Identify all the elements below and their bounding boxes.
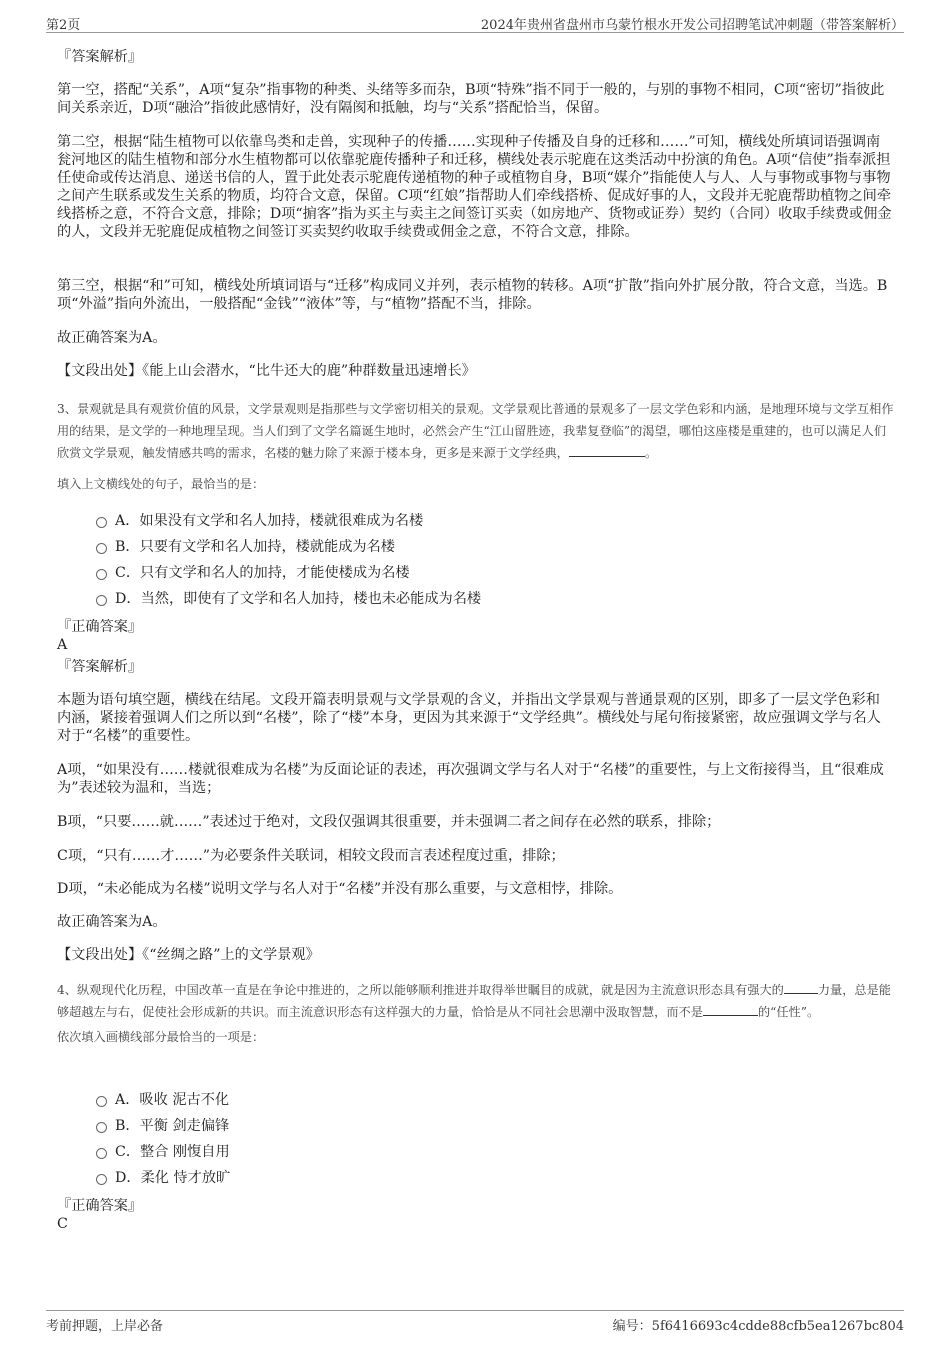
q3-analysis-option-c: C项，“只有……才……”为必要条件关联词，相较文段而言表述程度过重，排除；: [57, 848, 565, 864]
q3-answer-label: 『正确答案』: [57, 619, 143, 635]
radio-icon[interactable]: [96, 595, 107, 606]
q3-answer: A: [57, 637, 68, 653]
q3-option-c[interactable]: C．只有文学和名人的加持，才能使楼成为名楼: [96, 564, 410, 582]
q3-conclusion: 故正确答案为A。: [57, 914, 167, 930]
radio-icon[interactable]: [96, 543, 107, 554]
q2-analysis-para1: 第一空，搭配“关系”，A项“复杂”指事物的种类、头绪等多而杂，B项“特殊”指不同于一般的，与别的事物不相同，C项“密切”指彼此间关系亲近，D项“融洽”指彼此感情好，没有隔阂和抵触，均与“关系”搭配恰当，保留。: [57, 82, 885, 116]
radio-icon[interactable]: [96, 517, 107, 528]
q3-blank: [569, 444, 645, 457]
page-footer: [46, 1310, 904, 1334]
q4-stem: 4、纵观现代化历程，中国改革一直是在争论中推进的，之所以能够顺利推进并取得举世瞩目的成就，就是因为主流意识形态具有强大的 力量，总是能够超越左与右，促使社会形成新的共识。而主流意识形态有这样强大的力量，恰恰是从不同社会思潮中汲取智慧，而不是 的“任性”。: [57, 983, 891, 1019]
footer-slogan: 考前押题，上岸必备: [46, 1319, 164, 1334]
page-header: [46, 12, 904, 33]
q3-analysis-para1: 本题为语句填空题，横线在结尾。文段开篇表明景观与文学景观的含义，并指出文学景观与普通景观的区别，即多了一层文学色彩和内涵，紧接着强调人们之所以到“名楼”，除了“楼”本身，更因为其来源于“文学经典”。横线处与尾句衔接紧密，故应强调文学与名人对于“名楼”的重要性。: [57, 692, 881, 744]
radio-icon[interactable]: [96, 569, 107, 580]
q3-source: 【文段出处】《“丝绸之路”上的文学景观》: [57, 947, 320, 963]
radio-icon[interactable]: [96, 1174, 107, 1185]
q4-option-b[interactable]: B．平衡 剑走偏锋: [96, 1117, 229, 1135]
q3-stem: 3、景观就是具有观赏价值的风景，文学景观则是指那些与文学密切相关的景观。文学景观比普通的景观多了一层文学色彩和内涵，是地理环境与文学互相作用的结果，是文学的一种地理呈现。当人们到了文学名篇诞生地时，必然会产生“江山留胜迹，我辈复登临”的渴望，哪怕这座楼是重建的，也可以满足人们欣赏文学景观，触发情感共鸣的需求，名楼的魅力除了来源于楼本身，更多是来源于文学经典， 。: [57, 402, 894, 460]
q2-analysis-label: 『答案解析』: [57, 49, 143, 65]
q2-conclusion: 故正确答案为A。: [57, 330, 167, 346]
radio-icon[interactable]: [96, 1122, 107, 1133]
q3-analysis-label: 『答案解析』: [57, 659, 143, 675]
q4-answer: C: [57, 1216, 68, 1232]
radio-icon[interactable]: [96, 1096, 107, 1107]
q4-blank-1: [784, 981, 818, 994]
q2-source: 【文段出处】《能上山会潜水，“比牛还大的鹿”种群数量迅速增长》: [57, 363, 476, 379]
q4-option-c[interactable]: C．整合 刚愎自用: [96, 1143, 230, 1161]
q4-answer-label: 『正确答案』: [57, 1198, 143, 1214]
q3-analysis-option-d: D项，“未必能成为名楼”说明文学与名人对于“名楼”并没有那么重要，与文意相悖，排除。: [57, 881, 623, 897]
q4-option-a[interactable]: A．吸收 泥古不化: [96, 1091, 229, 1109]
q3-option-d[interactable]: D．当然，即使有了文学和名人加持，楼也未必能成为名楼: [96, 590, 481, 608]
document-title: 2024年贵州省盘州市乌蒙竹根水开发公司招聘笔试冲刺题（带答案解析）: [480, 18, 904, 33]
q3-analysis-option-a: A项，“如果没有……楼就很难成为名楼”为反面论证的表述，再次强调文学与名人对于“名楼”的重要性，与上文衔接得当，且“很难成为”表述较为温和，当选；: [57, 762, 884, 796]
q3-option-b[interactable]: B．只要有文学和名人加持，楼就能成为名楼: [96, 538, 395, 556]
q2-analysis-para3: 第三空，根据“和”可知，横线处所填词语与“迁移”构成同义并列，表示植物的转移。A项“扩散”指向外扩展分散，符合文意，当选。B项“外溢”指向外流出，一般搭配“金钱”“液体”等，与“植物”搭配不当，排除。: [57, 278, 888, 312]
q3-analysis-option-b: B项，“只要……就……”表述过于绝对，文段仅强调其很重要，并未强调二者之间存在必然的联系，排除；: [57, 814, 721, 830]
q4-instruction: 依次填入画横线部分最恰当的一项是：: [57, 1030, 265, 1044]
radio-icon[interactable]: [96, 1148, 107, 1159]
q2-analysis-para2: 第二空，根据“陆生植物可以依靠鸟类和走兽，实现种子的传播……实现种子传播及自身的迁移和……”可知，横线处所填词语强调南瓮河地区的陆生植物和部分水生植物都可以依靠驼鹿传播种子和迁移，横线处表示驼鹿在这类活动中扮演的角色。A项“信使”指奉派担任使命或传达消息、递送书信的人，置于此处表示驼鹿传递植物的种子或植物自身，B项“媒介”指能使人与人、人与事物或事物与事物之间产生联系或发生关系的物质，均符合文意，保留。C项“红娘”指帮助人们牵线搭桥、促成好事的人，文段并无驼鹿帮助植物之间牵线搭桥之意，不符合文意，排除；D项“掮客”指为买主与卖主之间签订买卖（如房地产、货物或证券）契约（合同）收取手续费或佣金的人，文段并无驼鹿促成植物之间签订买卖契约收取手续费或佣金之意，不符合文意，排除。: [57, 134, 892, 240]
page-number: 第2页: [46, 18, 81, 33]
q4-blank-2: [703, 1003, 758, 1016]
footer-serial: 编号：5f6416693c4cdde88cfb5ea1267bc804: [612, 1319, 904, 1334]
q3-option-a[interactable]: A．如果没有文学和名人加持，楼就很难成为名楼: [96, 512, 423, 530]
q4-option-d[interactable]: D．柔化 恃才放旷: [96, 1169, 230, 1187]
q3-instruction: 填入上文横线处的句子，最恰当的是：: [57, 477, 265, 491]
